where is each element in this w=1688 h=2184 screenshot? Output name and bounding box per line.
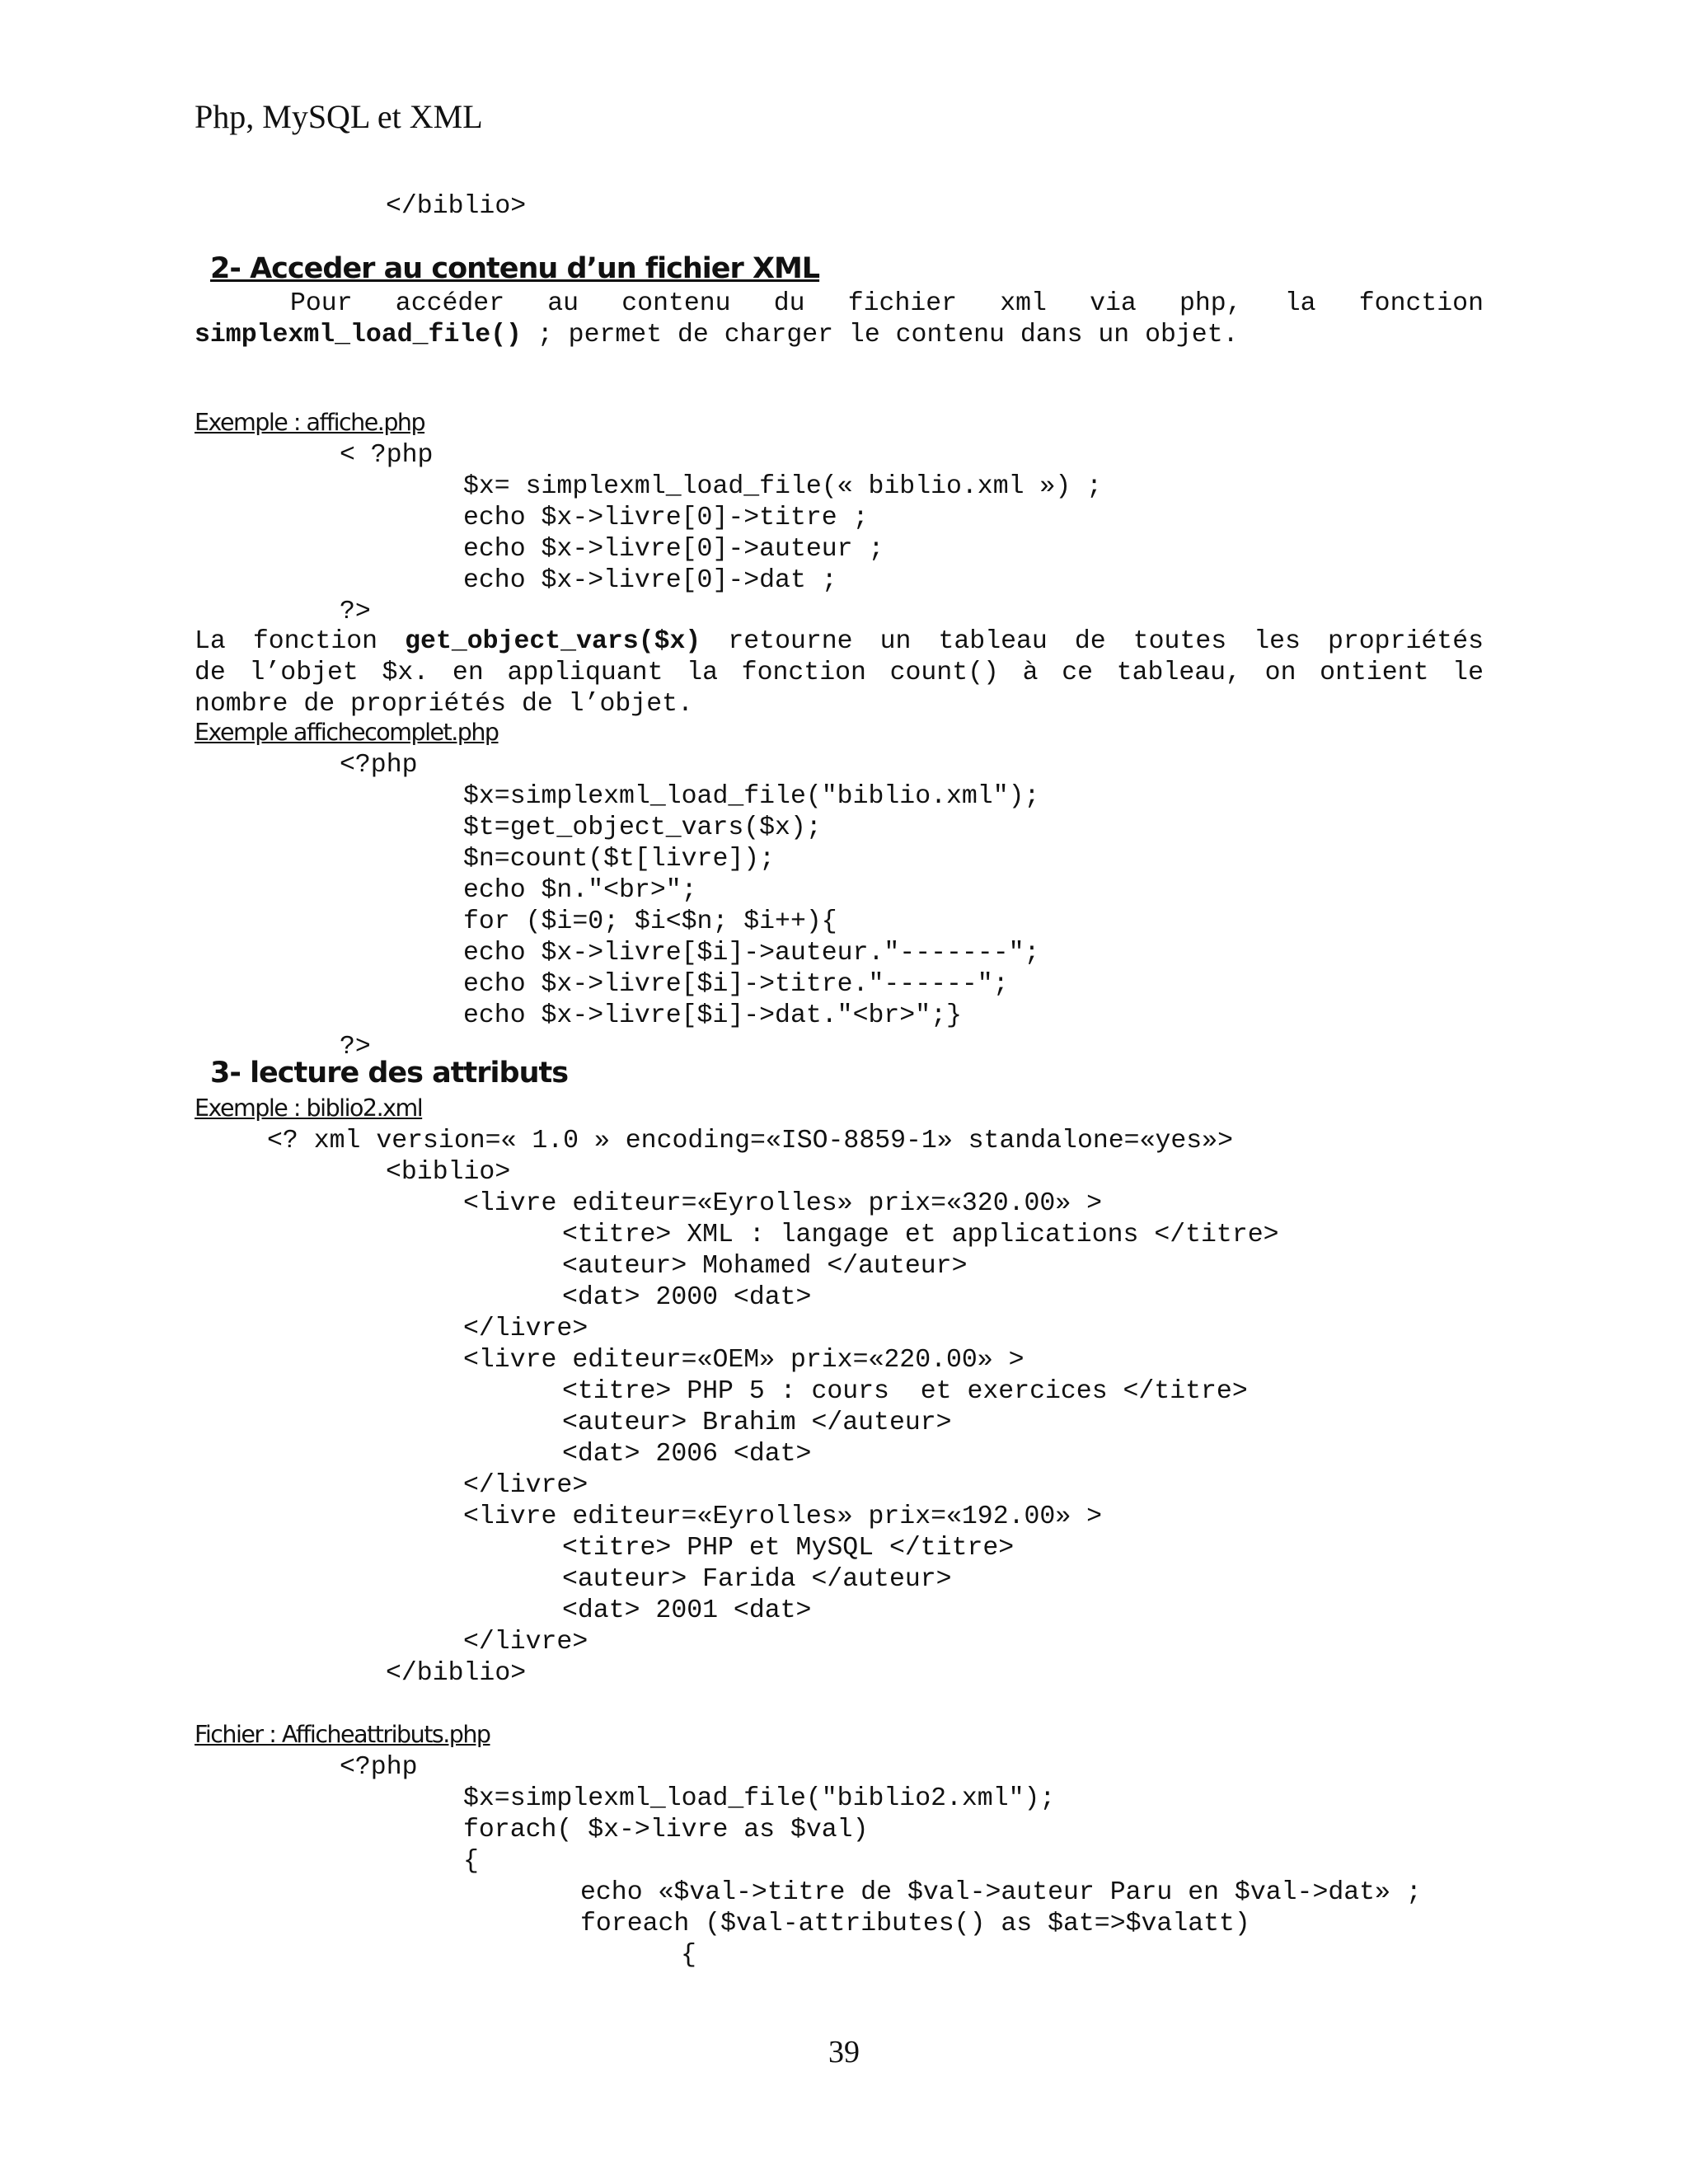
example-label: Exemple : affiche.php xyxy=(195,409,425,436)
example-label: Exemple : biblio2.xml xyxy=(195,1094,423,1122)
function-name: get_object_vars($x) xyxy=(405,627,701,656)
paragraph-text: La fonction xyxy=(195,627,406,656)
code-line: forach( $x->livre as $val) xyxy=(463,1816,869,1844)
code-line: <livre editeur=«OEM» prix=«220.00» > xyxy=(463,1346,1025,1375)
intro-paragraph xyxy=(195,288,1484,351)
code-line: </livre> xyxy=(463,1628,588,1657)
code-line: echo $x->livre[$i]->dat."<br>";} xyxy=(463,1001,962,1030)
code-line: <? xml version=« 1.0 » encoding=«ISO-8859-1» standalone=«yes»> xyxy=(267,1127,1233,1155)
paragraph-line: nombre de propriétés de l’objet. xyxy=(195,690,693,719)
code-line: { xyxy=(681,1941,696,1970)
code-line: echo $x->livre[0]->auteur ; xyxy=(463,535,884,564)
explanation-paragraph xyxy=(195,626,1484,720)
code-line: <auteur> Mohamed </auteur> xyxy=(562,1252,968,1281)
running-header: Php, MySQL et XML xyxy=(195,98,483,135)
code-line: echo $x->livre[$i]->auteur."-------"; xyxy=(463,939,1040,968)
section-heading: 2- Acceder au contenu d’un fichier XML xyxy=(210,252,820,285)
page-number: 39 xyxy=(828,2035,860,2069)
paragraph-line xyxy=(195,321,1239,349)
code-line: </livre> xyxy=(463,1315,588,1343)
section-heading: 3- lecture des attributs xyxy=(210,1057,569,1090)
code-line: <auteur> Brahim </auteur> xyxy=(562,1408,952,1437)
code-line: ?> xyxy=(340,1033,371,1062)
paragraph-text: retourne un tableau de toutes les propriétés xyxy=(701,627,1484,656)
paragraph-line: Pour accéder au contenu du fichier xml via php, la fonction xyxy=(290,289,1484,318)
code-line: <titre> PHP 5 : cours et exercices </titre> xyxy=(562,1377,1248,1406)
code-line: <titre> PHP et MySQL </titre> xyxy=(562,1534,1015,1563)
code-line: echo $x->livre[0]->dat ; xyxy=(463,566,837,595)
paragraph-line: de l’objet $x. en appliquant la fonction count() à ce tableau, on ontient le xyxy=(195,658,1484,687)
paragraph-line xyxy=(195,626,1484,658)
code-line: <dat> 2006 <dat> xyxy=(562,1440,812,1469)
code-line: echo $x->livre[$i]->titre."------"; xyxy=(463,970,1009,999)
code-line: ?> xyxy=(340,598,371,626)
code-line: <?php xyxy=(340,1753,418,1782)
code-line: $t=get_object_vars($x); xyxy=(463,813,822,842)
code-line: <dat> 2001 <dat> xyxy=(562,1596,812,1625)
code-line: <auteur> Farida </auteur> xyxy=(562,1565,952,1594)
code-line: <livre editeur=«Eyrolles» prix=«192.00» > xyxy=(463,1502,1103,1531)
code-line: echo «$val->titre de $val->auteur Paru en $val->dat» ; xyxy=(580,1878,1422,1907)
function-name: simplexml_load_file() xyxy=(195,321,522,349)
code-line: </livre> xyxy=(463,1471,588,1500)
code-line: <titre> XML : langage et applications </titre> xyxy=(562,1221,1279,1249)
code-line: </biblio> xyxy=(386,1659,527,1688)
paragraph-text: ; permet de charger le contenu dans un objet. xyxy=(521,321,1239,349)
code-line: echo $x->livre[0]->titre ; xyxy=(463,504,869,532)
code-line: { xyxy=(463,1847,479,1876)
code-line: <dat> 2000 <dat> xyxy=(562,1283,812,1312)
code-line: echo $n."<br>"; xyxy=(463,876,697,905)
code-line: < ?php xyxy=(340,441,434,470)
example-label: Fichier : Afficheattributs.php xyxy=(195,1721,490,1748)
code-line: $x=simplexml_load_file("biblio2.xml"); xyxy=(463,1784,1056,1813)
code-line: $x= simplexml_load_file(« biblio.xml ») ; xyxy=(463,472,1103,501)
code-line: </biblio> xyxy=(386,192,527,221)
code-line: foreach ($val-attributes() as $at=>$valatt) xyxy=(580,1910,1250,1938)
code-line: <?php xyxy=(340,751,418,780)
code-line: $n=count($t[livre]); xyxy=(463,845,776,874)
code-line: for ($i=0; $i<$n; $i++){ xyxy=(463,907,837,936)
code-line: $x=simplexml_load_file("biblio.xml"); xyxy=(463,782,1040,811)
example-label: Exemple affichecomplet.php xyxy=(195,719,499,746)
code-line: <livre editeur=«Eyrolles» prix=«320.00» > xyxy=(463,1189,1103,1218)
code-line: <biblio> xyxy=(386,1158,511,1187)
